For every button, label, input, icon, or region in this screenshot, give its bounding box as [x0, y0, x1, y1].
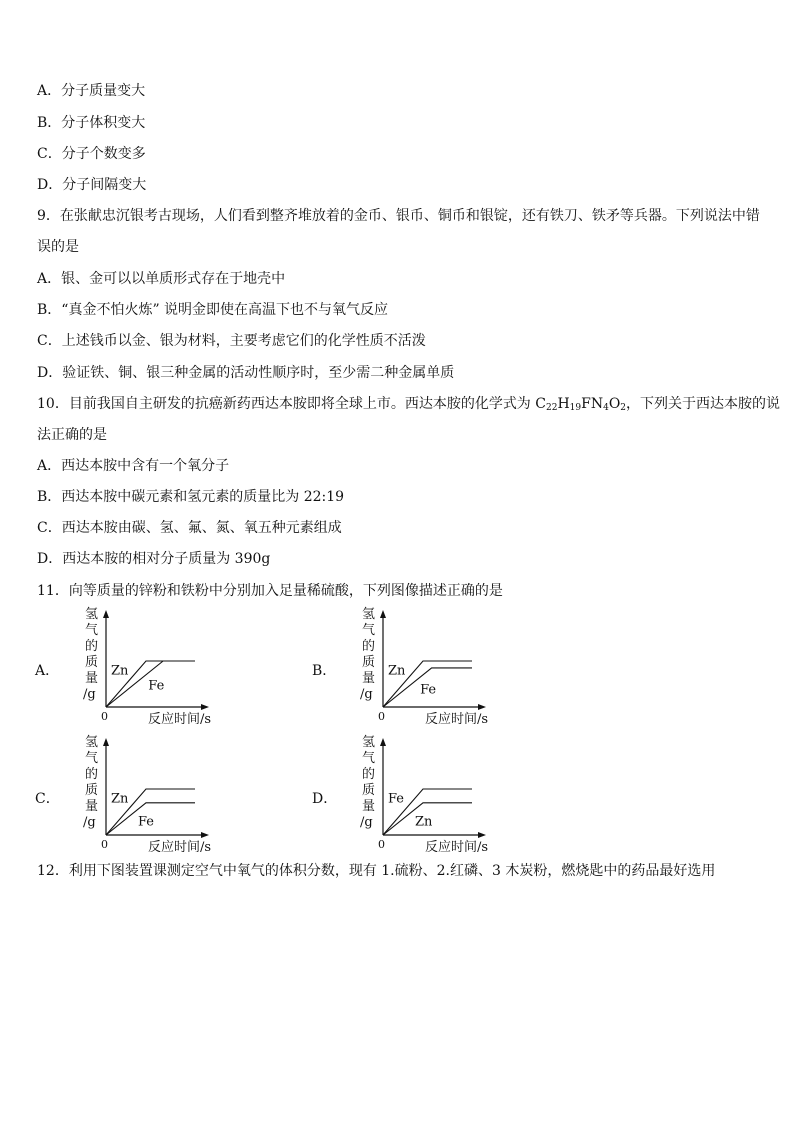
y-axis-label-char: /g — [83, 687, 96, 702]
q11-chart-svg — [332, 734, 502, 852]
q10-fn: FN — [581, 396, 604, 412]
q10-h: H — [557, 396, 570, 412]
series-label-fe: Fe — [138, 814, 155, 830]
q9-stem-line1: 9．在张献忠沉银考古现场，人们看到整齐堆放着的金币、银币、铜币和银锭，还有铁刀、铁矛等兵器。下列说法中错 — [37, 208, 760, 224]
q9-option-d: D．验证铁、铜、银三种金属的活动性顺序时，至少需二种金属单质 — [37, 365, 455, 381]
y-axis-label-char: 质 — [85, 655, 99, 670]
series-label-zn: Zn — [111, 791, 129, 807]
q10-option-c: C．西达本胺由碳、氢、氟、氮、氧五种元素组成 — [37, 520, 342, 536]
q10-stem-line1 — [37, 395, 780, 413]
x-axis-label: 反应时间/s — [148, 840, 212, 852]
q10-c-subscript: 22 — [545, 403, 558, 413]
q9-option-b: B．“真金不怕火炼” 说明金即使在高温下也不与氧气反应 — [37, 302, 389, 318]
q8-option-d: D．分子间隔变大 — [37, 177, 147, 193]
y-axis-label-char: 氢 — [85, 735, 99, 750]
y-axis-label-char: 质 — [362, 783, 376, 798]
q11-option-label: B． — [312, 663, 337, 679]
y-axis-label-char: 的 — [85, 639, 99, 654]
q10-stem-line2: 法正确的是 — [37, 427, 107, 443]
x-axis-label: 反应时间/s — [425, 840, 489, 852]
q9-option-a: A．银、金可以以单质形式存在于地壳中 — [37, 271, 286, 287]
y-axis-label-char: 气 — [362, 623, 376, 638]
q11-chart-svg — [55, 606, 225, 724]
origin-label: 0 — [101, 838, 108, 851]
q12-stem: 12．利用下图装置课测定空气中氧气的体积分数，现有 1.硫粉、2.红磷、3 木炭粉，燃烧匙中的药品最好选用 — [37, 863, 716, 879]
y-axis-arrow — [380, 738, 386, 746]
x-axis-arrow — [201, 832, 209, 838]
q8-option-a: A．分子质量变大 — [37, 83, 146, 99]
q10-stem-after: ，下列关于西达本胺的说 — [626, 396, 781, 412]
q11-option-label: C． — [35, 791, 60, 807]
x-axis-label: 反应时间/s — [148, 712, 212, 724]
series-label-zn: Zn — [388, 663, 406, 679]
y-axis-label-char: 氢 — [85, 607, 99, 622]
y-axis-arrow — [380, 610, 386, 618]
q10-o: O — [608, 396, 621, 412]
y-axis-label-char: 质 — [85, 783, 99, 798]
q11-chart-svg — [332, 606, 502, 724]
q10-n-subscript: 4 — [603, 403, 609, 413]
series-label-zn: Zn — [415, 814, 433, 830]
y-axis-label-char: 量 — [85, 799, 99, 814]
origin-label: 0 — [378, 838, 385, 851]
series-label-zn: Zn — [111, 663, 129, 679]
q10-option-d: D．西达本胺的相对分子质量为 390g — [37, 551, 271, 567]
y-axis-label-char: 的 — [362, 639, 376, 654]
y-axis-label-char: 氢 — [362, 607, 376, 622]
q10-option-b: B．西达本胺中碳元素和氢元素的质量比为 22:19 — [37, 489, 345, 505]
origin-label: 0 — [378, 710, 385, 723]
origin-label: 0 — [101, 710, 108, 723]
y-axis-label-char: 的 — [85, 767, 99, 782]
y-axis-arrow — [103, 610, 109, 618]
y-axis-label-char: /g — [83, 815, 96, 830]
y-axis-label-char: /g — [360, 815, 373, 830]
q11-stem: 11．向等质量的锌粉和铁粉中分别加入足量稀硫酸，下列图像描述正确的是 — [37, 583, 503, 599]
x-axis-arrow — [478, 832, 486, 838]
q9-option-c: C．上述钱币以金、银为材料，主要考虑它们的化学性质不活泼 — [37, 333, 426, 349]
x-axis-arrow — [201, 704, 209, 710]
y-axis-arrow — [103, 738, 109, 746]
q11-option-label: D． — [312, 791, 338, 807]
q10-o-subscript: 2 — [620, 403, 627, 413]
y-axis-label-char: /g — [360, 687, 373, 702]
y-axis-label-char: 量 — [362, 671, 376, 686]
q8-option-c: C．分子个数变多 — [37, 146, 146, 162]
y-axis-label-char: 气 — [85, 623, 99, 638]
q11-option-label: A． — [35, 663, 60, 679]
y-axis-label-char: 气 — [362, 751, 376, 766]
y-axis-label-char: 量 — [362, 799, 376, 814]
y-axis-label-char: 量 — [85, 671, 99, 686]
q10-option-a: A．西达本胺中含有一个氧分子 — [37, 458, 230, 474]
q8-option-b: B．分子体积变大 — [37, 115, 146, 131]
series-label-fe: Fe — [388, 791, 405, 807]
x-axis-arrow — [478, 704, 486, 710]
q10-stem-before: 10．目前我国自主研发的抗癌新药西达本胺即将全球上市。西达本胺的化学式为 C — [37, 396, 546, 412]
x-axis-label: 反应时间/s — [425, 712, 489, 724]
y-axis-label-char: 质 — [362, 655, 376, 670]
q9-stem-line2: 误的是 — [37, 239, 79, 255]
q11-chart-svg — [55, 734, 225, 852]
y-axis-label-char: 氢 — [362, 735, 376, 750]
y-axis-label-char: 的 — [362, 767, 376, 782]
y-axis-label-char: 气 — [85, 751, 99, 766]
q10-h-subscript: 19 — [569, 403, 582, 413]
series-label-fe: Fe — [420, 682, 437, 698]
series-label-fe: Fe — [148, 678, 165, 694]
